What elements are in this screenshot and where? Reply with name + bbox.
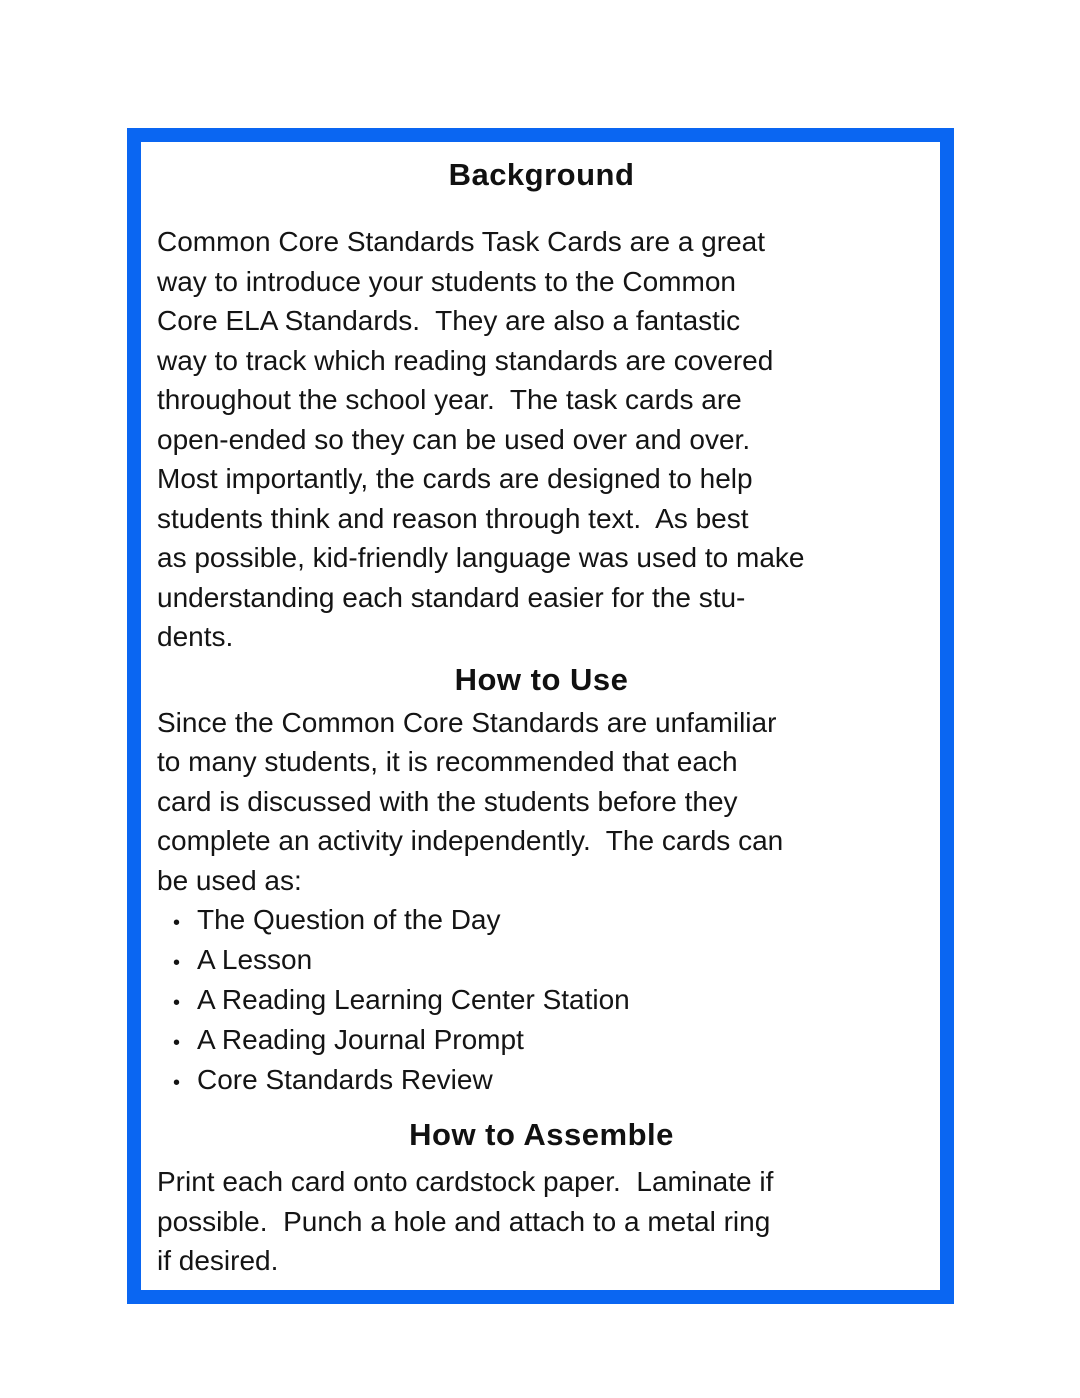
how-to-use-paragraph — [157, 703, 926, 901]
text-line: card is discussed with the students before they — [157, 785, 738, 817]
text-line: possible. Punch a hole and attach to a metal ring — [157, 1205, 771, 1237]
list-item: • A Reading Learning Center Station — [167, 980, 926, 1020]
text-line: dents. — [157, 621, 234, 652]
background-paragraph — [157, 222, 926, 657]
text-line: if desired. — [157, 1245, 279, 1276]
text-line: open-ended so they can be used over and over. — [157, 423, 751, 455]
list-item: • Core Standards Review — [167, 1060, 926, 1100]
text-line: way to introduce your students to the Common — [157, 265, 736, 297]
text-line: understanding each standard easier for the stu- — [157, 581, 746, 613]
text-line: Core ELA Standards. They are also a fantastic — [157, 305, 741, 336]
section-heading-how-to-use: How to Use — [454, 661, 629, 697]
text-line: be used as: — [157, 864, 302, 896]
text-line: Most importantly, the cards are designed to help — [157, 463, 753, 494]
text-line: Since the Common Core Standards are unfamiliar — [157, 706, 777, 738]
text-line: way to track which reading standards are covered — [157, 344, 774, 376]
text-line: to many students, it is recommended that each — [157, 746, 738, 777]
how-to-assemble-paragraph — [157, 1162, 926, 1281]
text-line: throughout the school year. The task cards are — [157, 384, 742, 415]
list-item: • The Question of the Day — [167, 900, 926, 940]
text-line: students think and reason through text. As best — [157, 502, 749, 534]
list-item: • A Lesson — [167, 940, 926, 980]
bordered-card — [127, 128, 954, 1304]
text-line: complete an activity independently. The cards can — [157, 825, 784, 856]
use-cases-list — [167, 900, 926, 1100]
list-item: • A Reading Journal Prompt — [167, 1020, 926, 1060]
text-line: Print each card onto cardstock paper. Laminate if — [157, 1166, 774, 1197]
text-line: as possible, kid-friendly language was used to make — [157, 542, 805, 573]
section-heading-background: Background — [448, 157, 635, 192]
text-line: Common Core Standards Task Cards are a great — [157, 226, 765, 257]
section-heading-how-to-assemble: How to Assemble — [409, 1117, 674, 1152]
